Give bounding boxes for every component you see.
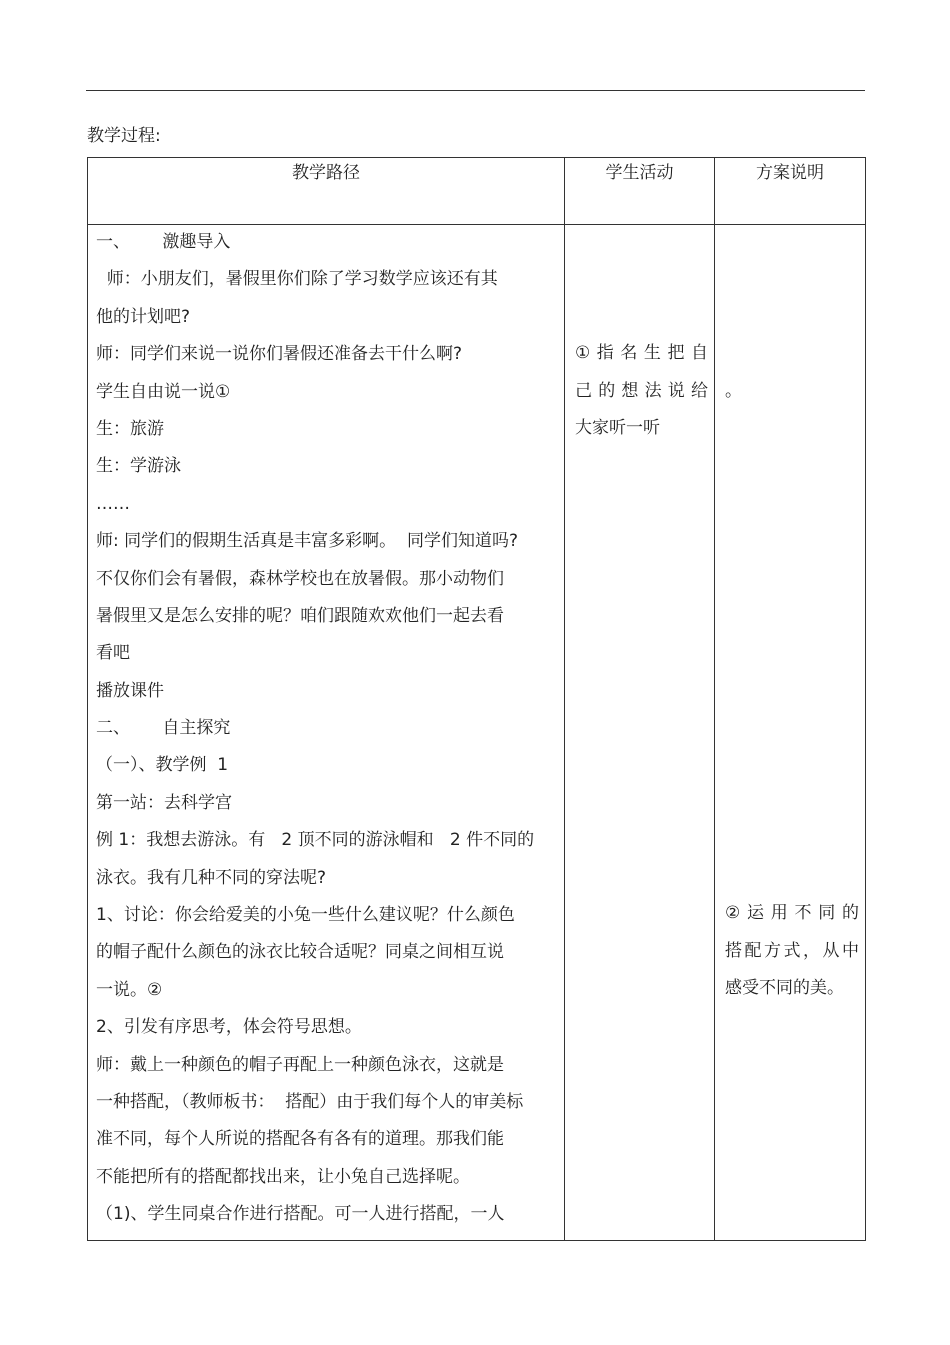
teaching-path-line: 不能把所有的搭配都找出来，让小兔自己选择呢。	[96, 1166, 470, 1187]
teaching-path-line: 生：学游泳	[96, 456, 181, 477]
top-rule	[86, 90, 865, 91]
design-note-2	[725, 901, 859, 1014]
activity-line: ①指名生把自	[575, 343, 708, 363]
teaching-path-line: 准不同，每个人所说的搭配各有各有的道理。那我们能	[96, 1129, 504, 1150]
teaching-path-line: （1)、学生同桌合作进行搭配。可一人进行搭配，一人	[96, 1204, 505, 1225]
teaching-path-line: 例 1：我想去游泳。有 2 顶不同的游泳帽和 2 件不同的	[96, 830, 535, 851]
teaching-path-line: 师：小朋友们，暑假里你们除了学习数学应该还有其	[96, 269, 498, 290]
header-design-note: 方案说明	[715, 158, 866, 225]
body-row	[88, 225, 866, 1241]
design-note-1	[725, 379, 859, 417]
teaching-path-line: 不仅你们会有暑假，森林学校也在放暑假。那小动物们	[96, 568, 504, 589]
header-row	[88, 158, 866, 225]
student-activity-note	[575, 341, 708, 454]
design-note-line: 感受不同的美。	[725, 978, 844, 998]
design-note-line: 。	[725, 381, 742, 401]
teaching-path-line: 师：同学们来说一说你们暑假还准备去干什么啊?	[96, 344, 463, 365]
teaching-path-line: 他的计划吧?	[96, 306, 191, 327]
teaching-path-cell	[88, 225, 565, 1241]
header-student-activity: 学生活动	[565, 158, 715, 225]
design-note-line: 搭配方式，从中	[725, 940, 859, 961]
header-teaching-path: 教学路径	[88, 158, 565, 225]
teaching-path-line: （一）、教学例 1	[96, 755, 229, 776]
teaching-path-line: 看吧	[96, 643, 130, 664]
teaching-path-line: 一种搭配，（教师板书： 搭配）由于我们每个人的审美标	[96, 1091, 524, 1112]
teaching-path-line: 二、 自主探究	[96, 718, 231, 739]
teaching-path-line: 生：旅游	[96, 418, 164, 439]
student-activity-cell	[565, 225, 715, 1241]
teaching-path-line: 暑假里又是怎么安排的呢？咱们跟随欢欢他们一起去看	[96, 605, 504, 626]
lesson-table	[87, 157, 866, 1241]
teaching-path-line: 1、讨论：你会给爱美的小兔一些什么建议呢？什么颜色	[96, 905, 515, 926]
teaching-path-line: ……	[96, 493, 130, 514]
teaching-path-line: 一说。②	[96, 979, 163, 1000]
teaching-path-line: 一、 激趣导入	[96, 232, 231, 252]
teaching-path-text	[88, 225, 564, 1240]
activity-line: 己的想法说给	[575, 380, 708, 401]
teaching-path-line: 师: 同学们的假期生活真是丰富多彩啊。 同学们知道吗?	[96, 531, 518, 552]
teaching-path-line: 泳衣。我有几种不同的穿法呢?	[96, 867, 327, 888]
design-note-line: ②运用不同的	[725, 903, 859, 923]
teaching-path-line: 学生自由说一说①	[96, 381, 231, 402]
teaching-path-line: 2、引发有序思考，体会符号思想。	[96, 1017, 362, 1038]
design-note-cell	[715, 225, 866, 1241]
teaching-path-line: 播放课件	[96, 680, 164, 701]
teaching-path-line: 师：戴上一种颜色的帽子再配上一种颜色泳衣，这就是	[96, 1054, 504, 1075]
teaching-path-line: 第一站：去科学宫	[96, 792, 232, 813]
teaching-path-line: 的帽子配什么颜色的泳衣比较合适呢？同桌之间相互说	[96, 942, 504, 963]
section-label: 教学过程:	[87, 126, 161, 146]
activity-line: 大家听一听	[575, 418, 660, 438]
